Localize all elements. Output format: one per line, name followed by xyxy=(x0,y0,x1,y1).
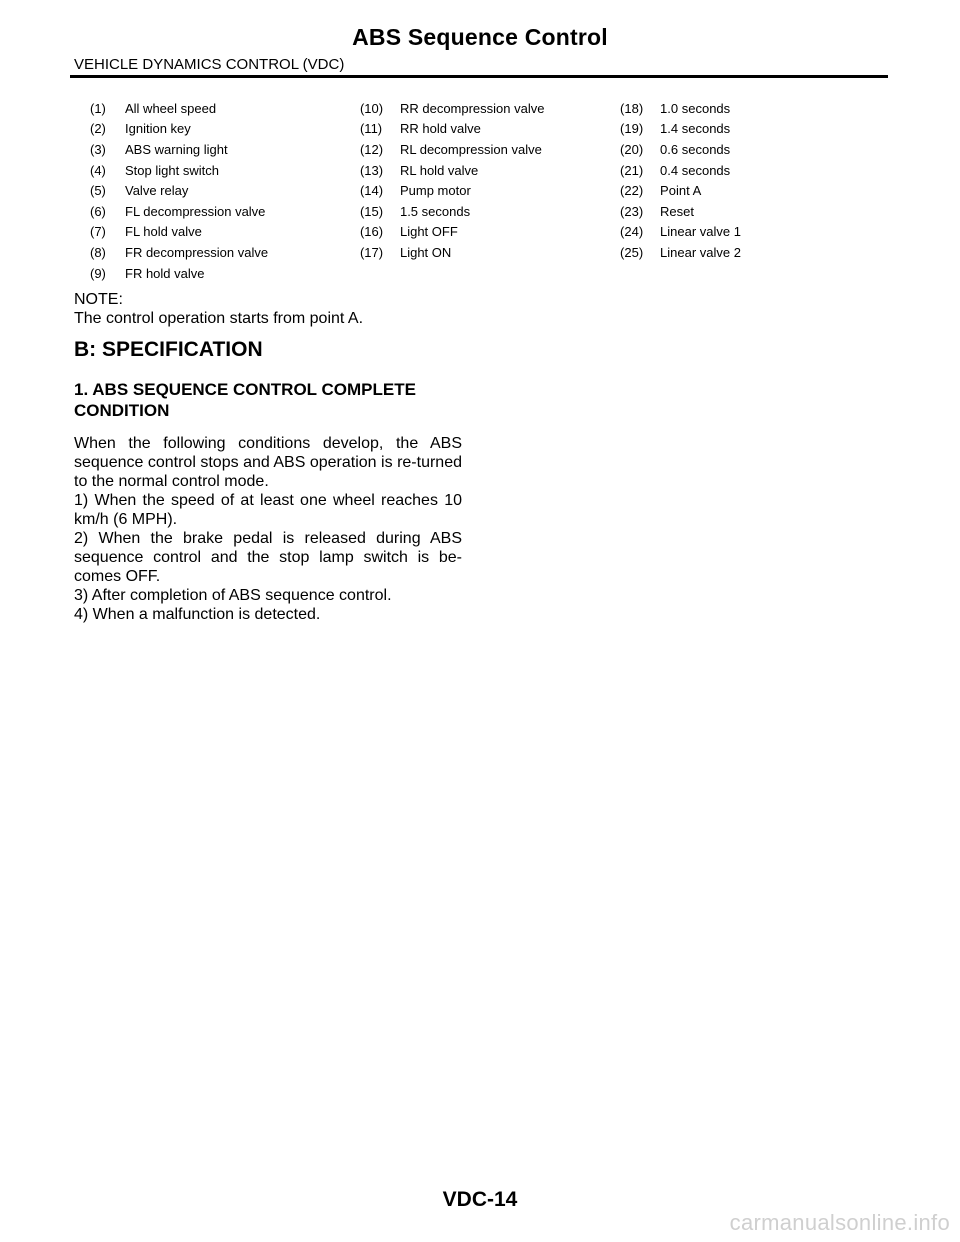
legend-label: 0.4 seconds xyxy=(660,162,731,178)
legend-number: (3) xyxy=(90,141,106,157)
condition-item: 2) When the brake pedal is released during ABS sequence control and the stop lamp switch is be-comes OFF. xyxy=(74,530,462,585)
legend-label: 1.0 seconds xyxy=(660,100,731,116)
legend-label: Point A xyxy=(660,183,702,199)
legend-row xyxy=(90,201,890,222)
legend-label: Stop light switch xyxy=(125,162,219,178)
legend-label: All wheel speed xyxy=(125,100,217,116)
legend-number: (12) xyxy=(359,141,384,157)
legend-number: (17) xyxy=(359,244,384,260)
legend-table xyxy=(90,98,890,283)
legend-label: RL hold valve xyxy=(399,162,479,178)
legend-number: (1) xyxy=(90,100,106,116)
legend-label: 0.6 seconds xyxy=(660,141,731,157)
legend-number: (13) xyxy=(359,162,384,178)
specification-heading: B: SPECIFICATION xyxy=(74,338,263,361)
legend-label: Ignition key xyxy=(125,121,191,137)
legend-number: (23) xyxy=(620,203,644,219)
legend-row xyxy=(90,263,890,284)
legend-number: (24) xyxy=(620,224,644,240)
legend-number: (8) xyxy=(90,244,106,260)
legend-entry xyxy=(90,245,360,260)
legend-entry xyxy=(620,183,890,198)
legend-label: Reset xyxy=(660,203,695,219)
legend-label: FL hold valve xyxy=(125,224,202,240)
legend-number: (6) xyxy=(90,203,106,219)
legend-label: Light OFF xyxy=(399,224,458,240)
legend-number: (5) xyxy=(90,183,106,199)
legend-entry xyxy=(90,101,360,116)
note-text: The control operation starts from point A. xyxy=(74,310,364,327)
section-header: VEHICLE DYNAMICS CONTROL (VDC) xyxy=(74,56,345,73)
legend-number: (18) xyxy=(620,100,644,116)
legend-number: (9) xyxy=(90,265,106,281)
legend-row xyxy=(90,119,890,140)
legend-entry xyxy=(620,163,890,178)
legend-entry xyxy=(90,142,360,157)
legend-entry xyxy=(620,142,890,157)
legend-entry xyxy=(90,224,360,239)
legend-entry xyxy=(360,183,620,198)
legend-label: Valve relay xyxy=(125,183,189,199)
legend-number: (4) xyxy=(90,162,106,178)
legend-entry xyxy=(620,121,890,136)
legend-label: Light ON xyxy=(399,244,452,260)
legend-number: (19) xyxy=(620,121,644,137)
legend-number: (15) xyxy=(359,203,384,219)
legend-label: ABS warning light xyxy=(125,141,228,157)
page-number: VDC-14 xyxy=(442,1188,518,1211)
legend-row xyxy=(90,139,890,160)
legend-entry xyxy=(360,121,620,136)
legend-entry xyxy=(90,204,360,219)
legend-entry xyxy=(620,224,890,239)
legend-label: RR hold valve xyxy=(399,121,481,137)
legend-row xyxy=(90,98,890,119)
legend-row xyxy=(90,180,890,201)
legend-label: RL decompression valve xyxy=(399,141,542,157)
legend-entry xyxy=(620,101,890,116)
legend-label: FR decompression valve xyxy=(125,244,269,260)
legend-number: (7) xyxy=(90,224,106,240)
legend-entry xyxy=(360,224,620,239)
legend-number: (16) xyxy=(359,224,384,240)
legend-entry xyxy=(90,121,360,136)
note-label: NOTE: xyxy=(74,291,123,308)
legend-entry xyxy=(620,245,890,260)
legend-entry xyxy=(620,204,890,219)
legend-label: FR hold valve xyxy=(125,265,205,281)
condition-item: 4) When a malfunction is detected. xyxy=(74,606,321,623)
legend-entry xyxy=(360,142,620,157)
legend-number: (20) xyxy=(620,141,644,157)
legend-number: (2) xyxy=(90,121,106,137)
legend-label: 1.5 seconds xyxy=(399,203,471,219)
header-rule xyxy=(70,75,888,78)
legend-number: (25) xyxy=(620,244,644,260)
condition-item: 1) When the speed of at least one wheel reaches 10 km/h (6 MPH). xyxy=(74,492,462,528)
legend-entry xyxy=(360,245,620,260)
intro-paragraph: When the following conditions develop, the ABS sequence control stops and ABS operation is re-turned to the normal control mode. xyxy=(74,435,462,490)
complete-condition-heading: 1. ABS SEQUENCE CONTROL COMPLETE CONDITION xyxy=(74,380,416,420)
legend-row xyxy=(90,242,890,263)
legend-label: FL decompression valve xyxy=(125,203,266,219)
legend-row xyxy=(90,160,890,181)
legend-entry xyxy=(360,163,620,178)
legend-number: (22) xyxy=(620,183,644,199)
condition-item: 3) After completion of ABS sequence control. xyxy=(74,587,392,604)
legend-entry xyxy=(90,266,363,281)
legend-label: Pump motor xyxy=(399,183,471,199)
legend-row xyxy=(90,222,890,243)
legend-number: (21) xyxy=(620,162,644,178)
legend-label: 1.4 seconds xyxy=(660,121,731,137)
legend-label: Linear valve 1 xyxy=(660,224,741,240)
watermark: carmanualsonline.info xyxy=(729,1210,950,1235)
legend-number: (11) xyxy=(359,121,383,137)
legend-entry xyxy=(360,204,620,219)
legend-number: (14) xyxy=(359,183,384,199)
page-title: ABS Sequence Control xyxy=(352,24,608,50)
legend-entry xyxy=(360,101,620,116)
main-content xyxy=(74,290,462,624)
legend-label: Linear valve 2 xyxy=(660,244,741,260)
legend-entry xyxy=(90,183,360,198)
legend-number: (10) xyxy=(359,100,384,116)
legend-label: RR decompression valve xyxy=(399,100,545,116)
legend-entry xyxy=(90,163,360,178)
